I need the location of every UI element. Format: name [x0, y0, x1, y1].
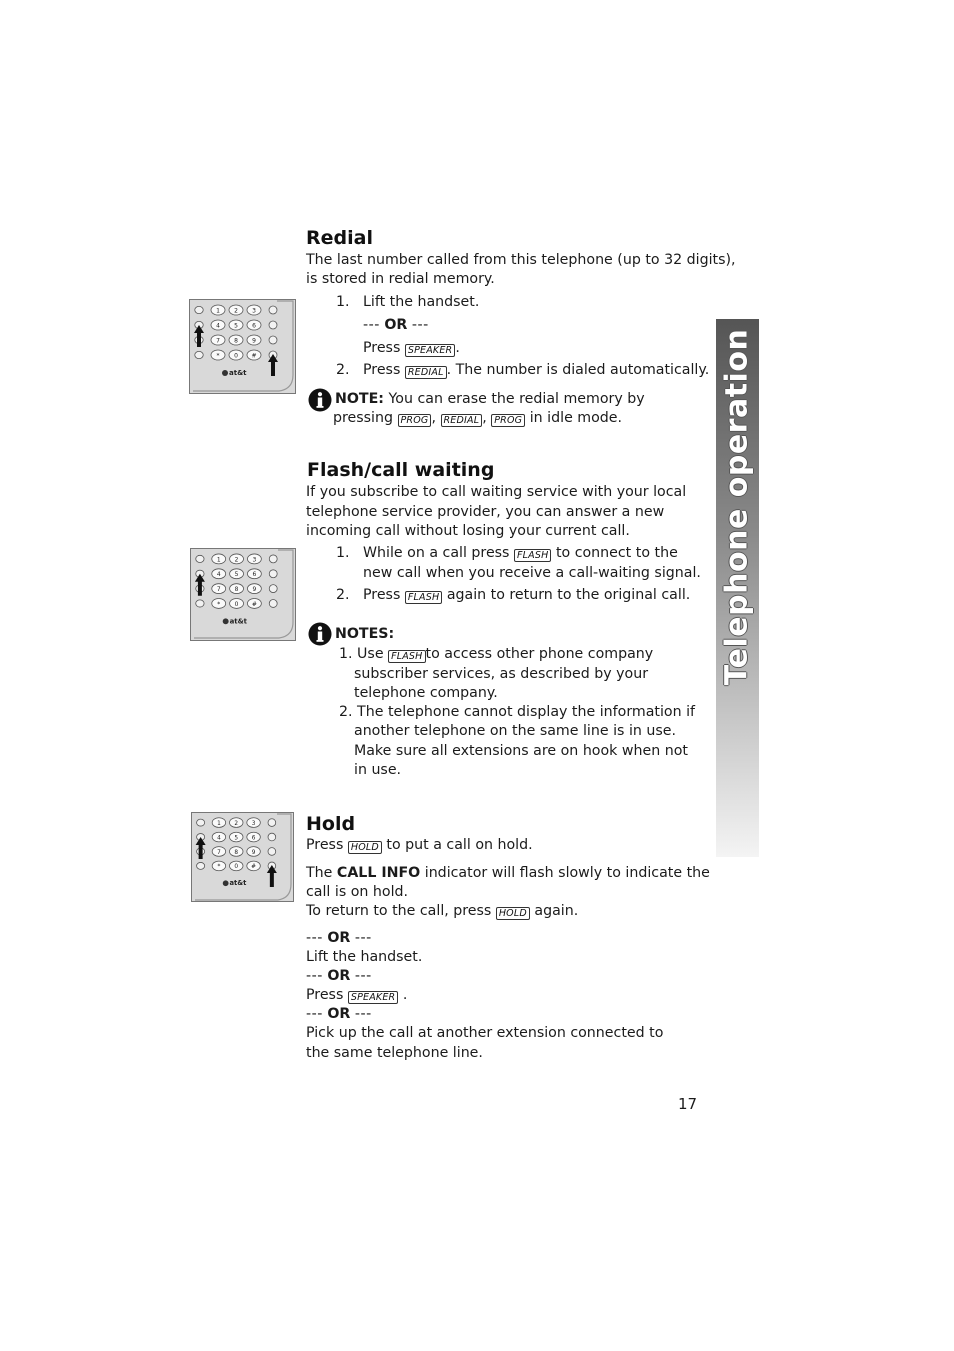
- phone-function-button: [269, 306, 277, 314]
- speaker-key-icon: SPEAKER: [348, 991, 399, 1004]
- phone-keypad-image-hold: [191, 812, 294, 902]
- redial-or-line: --- OR ---: [363, 317, 429, 333]
- phone-function-button: [269, 585, 277, 593]
- hold-or-3: --- OR ---: [306, 1006, 372, 1022]
- phone-digit-label: 0: [234, 864, 239, 871]
- phone-digit-label: 4: [216, 571, 221, 579]
- hold-line2b: call is on hold.: [306, 884, 409, 900]
- phone-digit-label: 1: [216, 307, 220, 315]
- hold-key-icon: HOLD: [348, 841, 382, 854]
- phone-digit-label: 9: [252, 337, 256, 345]
- phone-function-button: [269, 336, 277, 344]
- phone-digit-label: 1: [216, 556, 221, 564]
- flash-note2-line3: Make sure all extensions are on hook when not: [354, 743, 688, 759]
- phone-digit-label: 6: [251, 835, 256, 842]
- phone-digit-label: 8: [234, 337, 238, 345]
- phone-digit-label: 4: [216, 322, 220, 330]
- info-note-icon: [308, 388, 332, 412]
- redial-heading: Redial: [306, 227, 373, 249]
- phone-function-button: [269, 321, 277, 329]
- notes-label: NOTES:: [335, 626, 395, 642]
- flash-key-icon: FLASH: [388, 650, 425, 663]
- phone-side-button: [197, 819, 205, 826]
- phone-digit-label: #: [251, 600, 257, 608]
- flash-key-icon: FLASH: [514, 549, 551, 562]
- phone-digit-label: 9: [252, 585, 257, 593]
- flash-intro-2: telephone service provider, you can answer a new: [306, 504, 665, 520]
- phone-side-button: [195, 351, 203, 358]
- hold-line1: Press HOLD to put a call on hold.: [306, 837, 533, 853]
- phone-digit-label: #: [251, 864, 256, 871]
- phone-function-button: [269, 570, 277, 578]
- redial-step1-text: Lift the handset.: [363, 294, 480, 310]
- phone-keypad-image-flash: [190, 548, 296, 641]
- redial-step2-num: 2.: [336, 362, 350, 378]
- hold-heading: Hold: [306, 813, 356, 835]
- phone-digit-label: 3: [252, 307, 256, 315]
- phone-function-button: [269, 555, 277, 563]
- att-logo: at&t: [229, 369, 247, 377]
- att-logo: at&t: [229, 617, 247, 626]
- phone-digit-label: 5: [234, 322, 238, 330]
- hold-opt3-line2: the same telephone line.: [306, 1045, 483, 1061]
- phone-keypad-image-redial: [189, 299, 296, 394]
- hold-opt2: Press SPEAKER .: [306, 987, 408, 1003]
- phone-side-button: [196, 555, 204, 562]
- flash-note1-line2: subscriber services, as described by your: [354, 666, 649, 682]
- att-globe-icon: [222, 370, 228, 376]
- flash-intro-3: incoming call without losing your current call.: [306, 523, 630, 539]
- flash-note1-line1: 1. Use FLASH to access other phone company: [339, 646, 654, 662]
- phone-digit-label: 8: [234, 849, 239, 856]
- flash-step1-num: 1.: [336, 545, 350, 561]
- hold-opt1: Lift the handset.: [306, 949, 423, 965]
- phone-side-button: [196, 600, 204, 607]
- phone-digit-label: 7: [216, 337, 220, 345]
- phone-digit-label: 9: [251, 849, 256, 856]
- redial-step2: Press REDIAL . The number is dialed automatically.: [363, 362, 710, 378]
- flash-step2: Press FLASH again to return to the original call.: [363, 587, 691, 603]
- redial-intro-2: is stored in redial memory.: [306, 271, 495, 287]
- flash-note1-line3: telephone company.: [354, 685, 498, 701]
- hold-or-1: --- OR ---: [306, 930, 372, 946]
- info-notes-icon: [308, 622, 332, 646]
- phone-digit-label: 0: [234, 600, 239, 608]
- phone-digit-label: 5: [234, 835, 239, 842]
- phone-digit-label: 0: [234, 352, 238, 360]
- prog-key-icon: PROG: [491, 414, 525, 427]
- redial-step1b: Press SPEAKER .: [363, 340, 460, 356]
- hold-opt3-line1: Pick up the call at another extension connected to: [306, 1025, 664, 1041]
- phone-digit-label: *: [217, 864, 221, 871]
- phone-function-button: [268, 819, 276, 827]
- or-label: OR: [384, 317, 408, 333]
- att-globe-icon: [223, 618, 229, 624]
- phone-function-button: [268, 848, 276, 856]
- flash-intro-1: If you subscribe to call waiting service with your local: [306, 484, 687, 500]
- phone-digit-label: 1: [217, 820, 221, 827]
- hold-line3: To return to the call, press HOLD again.: [306, 903, 579, 919]
- phone-digit-label: 6: [252, 571, 257, 579]
- redial-key-icon: REDIAL: [405, 366, 447, 379]
- speaker-key-icon: SPEAKER: [405, 344, 456, 357]
- phone-digit-label: 8: [234, 585, 239, 593]
- page-number: 17: [678, 1095, 698, 1113]
- hold-or-2: --- OR ---: [306, 968, 372, 984]
- phone-digit-label: 4: [217, 835, 221, 842]
- phone-function-button: [269, 600, 277, 608]
- redial-note-line1: NOTE: You can erase the redial memory by: [335, 391, 645, 407]
- phone-digit-label: 7: [217, 849, 221, 856]
- phone-digit-label: *: [216, 352, 220, 360]
- att-logo: at&t: [229, 879, 247, 888]
- redial-note-line2: pressing PROG , REDIAL , PROG in idle mode.: [333, 410, 623, 426]
- phone-function-button: [268, 833, 276, 841]
- note-label: NOTE:: [335, 391, 384, 407]
- flash-heading: Flash/call waiting: [307, 459, 495, 481]
- flash-step1: While on a call press FLASH to connect to the: [363, 545, 678, 561]
- flash-step1-line2: new call when you receive a call-waiting signal.: [363, 565, 701, 581]
- flash-key-icon: FLASH: [405, 591, 442, 604]
- phone-digit-label: #: [251, 352, 257, 360]
- phone-digit-label: 2: [234, 820, 239, 827]
- att-globe-icon: [223, 880, 229, 886]
- call-info-label: CALL INFO: [336, 865, 421, 881]
- redial-key-icon: REDIAL: [441, 414, 483, 427]
- phone-digit-label: 2: [234, 307, 238, 315]
- flash-note2-line1: 2. The telephone cannot display the information if: [339, 704, 696, 720]
- phone-digit-label: *: [217, 600, 221, 608]
- redial-step1-num: 1.: [336, 294, 350, 310]
- hold-key-icon: HOLD: [496, 907, 530, 920]
- flash-step2-num: 2.: [336, 587, 350, 603]
- phone-side-button: [195, 306, 203, 313]
- side-tab: [716, 319, 759, 857]
- flash-note2-line2: another telephone on the same line is in use.: [354, 723, 677, 739]
- phone-digit-label: 7: [216, 585, 221, 593]
- phone-digit-label: 6: [252, 322, 256, 330]
- phone-side-button: [197, 862, 205, 869]
- flash-note2-line4: in use.: [354, 762, 402, 778]
- redial-intro-1: The last number called from this telephone (up to 32 digits),: [306, 252, 736, 268]
- hold-line2: The CALL INFO indicator will flash slowly to indicate the: [306, 865, 710, 881]
- side-tab-label: Telephone operation: [719, 328, 755, 686]
- prog-key-icon: PROG: [398, 414, 432, 427]
- phone-digit-label: 5: [234, 571, 239, 579]
- phone-digit-label: 3: [252, 556, 257, 564]
- phone-digit-label: 3: [251, 820, 256, 827]
- phone-digit-label: 2: [234, 556, 239, 564]
